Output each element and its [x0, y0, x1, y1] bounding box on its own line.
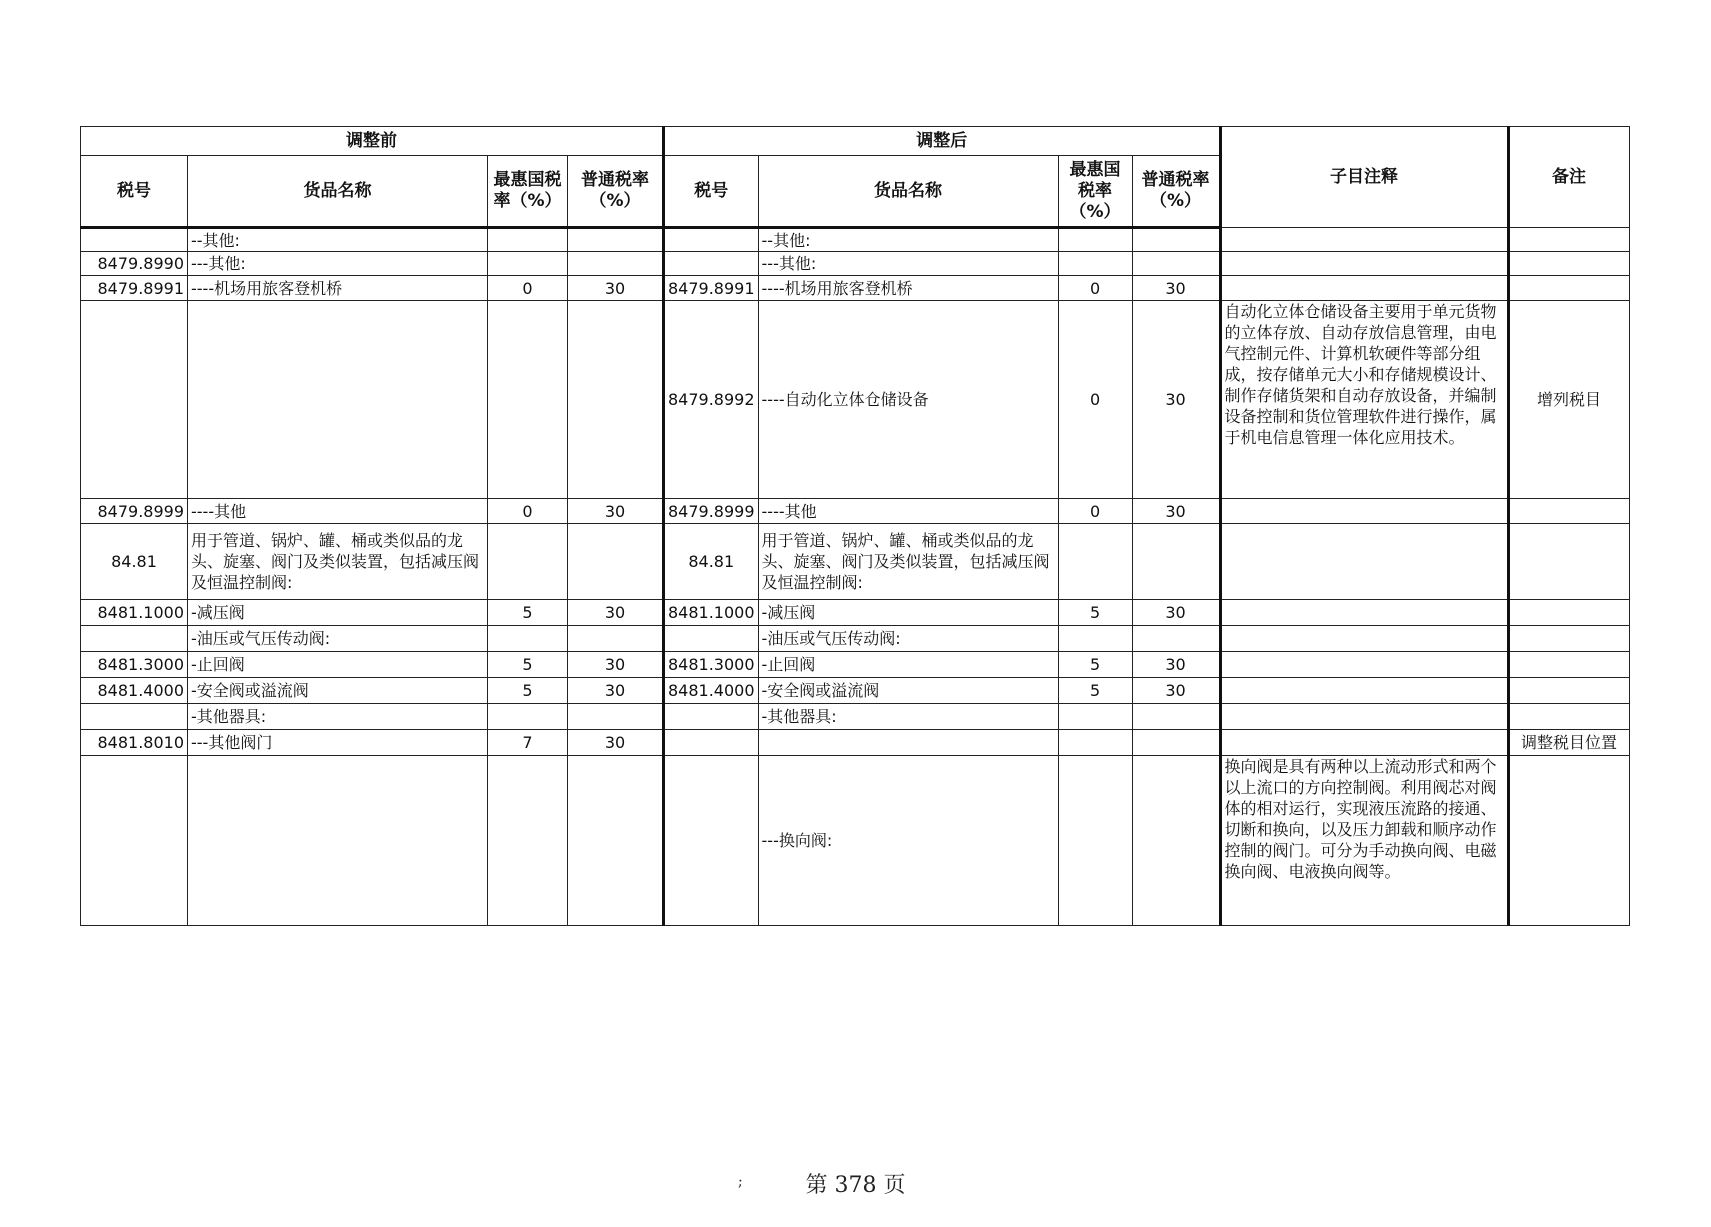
after-tax-code-header: 税号 [664, 156, 759, 228]
after-goods-name: -减压阀 [758, 600, 1058, 626]
after-general-rate: 30 [1132, 652, 1220, 678]
after-goods-name: 用于管道、锅炉、罐、桶或类似品的龙头、旋塞、阀门及类似装置，包括减压阀及恒温控制阀: [758, 524, 1058, 600]
before-goods-name [188, 301, 488, 499]
before-goods-name [188, 756, 488, 926]
after-mfn-rate: 5 [1058, 600, 1132, 626]
after-tax-code: 8479.8999 [664, 499, 759, 524]
table-row [81, 524, 1630, 600]
table-row [81, 730, 1630, 756]
before-general-rate: 30 [568, 499, 664, 524]
before-mfn-rate [488, 301, 568, 499]
after-mfn-rate [1058, 626, 1132, 652]
page-number: 第 378 页 [805, 1173, 906, 1198]
table-row [81, 756, 1630, 926]
before-general-rate-header: 普通税率（%） [568, 156, 664, 228]
table-row [81, 252, 1630, 276]
before-goods-name: -油压或气压传动阀: [188, 626, 488, 652]
subheading-note [1220, 730, 1508, 756]
after-goods-name: ----其他 [758, 499, 1058, 524]
before-mfn-rate [488, 704, 568, 730]
before-general-rate: 30 [568, 678, 664, 704]
table-row [81, 626, 1630, 652]
after-goods-name: -其他器具: [758, 704, 1058, 730]
after-mfn-rate [1058, 756, 1132, 926]
subheading-note: 自动化立体仓储设备主要用于单元货物的立体存放、自动存放信息管理，由电气控制元件、计算机软硬件等部分组成，按存储单元大小和存储规模设计、制作存储货架和自动存放设备，并编制设备控制和货位管理软件进行操作，属于机电信息管理一体化应用技术。 [1220, 301, 1508, 499]
subheading-note [1220, 652, 1508, 678]
remark [1508, 252, 1629, 276]
before-tax-code: 8481.8010 [81, 730, 188, 756]
before-goods-name: 用于管道、锅炉、罐、桶或类似品的龙头、旋塞、阀门及类似装置，包括减压阀及恒温控制阀: [188, 524, 488, 600]
before-general-rate [568, 626, 664, 652]
after-mfn-rate: 0 [1058, 301, 1132, 499]
remark [1508, 600, 1629, 626]
after-general-rate: 30 [1132, 600, 1220, 626]
after-tax-code [664, 704, 759, 730]
subheading-note [1220, 276, 1508, 301]
after-mfn-rate [1058, 524, 1132, 600]
before-tax-code [81, 704, 188, 730]
table-row [81, 704, 1630, 730]
before-general-rate [568, 704, 664, 730]
before-mfn-rate [488, 252, 568, 276]
after-tax-code [664, 756, 759, 926]
remark [1508, 678, 1629, 704]
subheading-note [1220, 252, 1508, 276]
after-tax-code: 8481.3000 [664, 652, 759, 678]
after-general-rate [1132, 252, 1220, 276]
after-tax-code: 8479.8992 [664, 301, 759, 499]
before-general-rate: 30 [568, 600, 664, 626]
after-goods-name-header: 货品名称 [758, 156, 1058, 228]
before-tax-code: 8479.8990 [81, 252, 188, 276]
before-tax-code: 8481.1000 [81, 600, 188, 626]
after-general-rate [1132, 524, 1220, 600]
before-mfn-rate: 5 [488, 652, 568, 678]
before-tax-code: 84.81 [81, 524, 188, 600]
after-goods-name: ----自动化立体仓储设备 [758, 301, 1058, 499]
before-goods-name: ---其他阀门 [188, 730, 488, 756]
subheading-note [1220, 228, 1508, 252]
after-goods-name: ----机场用旅客登机桥 [758, 276, 1058, 301]
before-mfn-rate: 5 [488, 678, 568, 704]
page-footer [0, 1168, 1711, 1199]
after-tax-code: 84.81 [664, 524, 759, 600]
table-row [81, 678, 1630, 704]
remark [1508, 704, 1629, 730]
table-row [81, 499, 1630, 524]
before-mfn-rate-header: 最惠国税率（%） [488, 156, 568, 228]
before-mfn-rate: 7 [488, 730, 568, 756]
after-tax-code [664, 626, 759, 652]
before-tax-code-header: 税号 [81, 156, 188, 228]
after-general-rate: 30 [1132, 301, 1220, 499]
tariff-adjustment-table [80, 126, 1630, 926]
after-mfn-rate [1058, 730, 1132, 756]
subheading-note [1220, 704, 1508, 730]
before-tax-code: 8479.8999 [81, 499, 188, 524]
before-tax-code [81, 301, 188, 499]
remark [1508, 626, 1629, 652]
before-tax-code: 8479.8991 [81, 276, 188, 301]
after-tax-code [664, 228, 759, 252]
remarks-header: 备注 [1508, 127, 1629, 228]
after-adjustment-header: 调整后 [664, 127, 1221, 156]
after-mfn-rate [1058, 704, 1132, 730]
after-goods-name: -止回阀 [758, 652, 1058, 678]
before-adjustment-header: 调整前 [81, 127, 664, 156]
after-tax-code [664, 730, 759, 756]
before-goods-name-header: 货品名称 [188, 156, 488, 228]
remark [1508, 756, 1629, 926]
remark: 增列税目 [1508, 301, 1629, 499]
before-general-rate: 30 [568, 276, 664, 301]
after-mfn-rate-header: 最惠国税率（%） [1058, 156, 1132, 228]
before-tax-code [81, 626, 188, 652]
footer-mark: ; [738, 1174, 743, 1190]
after-general-rate [1132, 756, 1220, 926]
before-goods-name: -安全阀或溢流阀 [188, 678, 488, 704]
before-general-rate [568, 301, 664, 499]
after-goods-name: ---换向阀: [758, 756, 1058, 926]
before-goods-name: ----机场用旅客登机桥 [188, 276, 488, 301]
after-tax-code [664, 252, 759, 276]
after-mfn-rate: 5 [1058, 678, 1132, 704]
after-general-rate-header: 普通税率（%） [1132, 156, 1220, 228]
before-general-rate: 30 [568, 652, 664, 678]
before-general-rate [568, 228, 664, 252]
subheading-note [1220, 524, 1508, 600]
before-tax-code [81, 228, 188, 252]
before-mfn-rate: 0 [488, 499, 568, 524]
table-row [81, 301, 1630, 499]
subheading-note [1220, 626, 1508, 652]
before-goods-name: -止回阀 [188, 652, 488, 678]
remark [1508, 524, 1629, 600]
table-row [81, 652, 1630, 678]
before-general-rate [568, 756, 664, 926]
before-mfn-rate [488, 626, 568, 652]
after-goods-name: ---其他: [758, 252, 1058, 276]
table-row [81, 228, 1630, 252]
after-goods-name: -安全阀或溢流阀 [758, 678, 1058, 704]
subheading-note [1220, 499, 1508, 524]
before-goods-name: -其他器具: [188, 704, 488, 730]
before-general-rate: 30 [568, 730, 664, 756]
before-goods-name: ----其他 [188, 499, 488, 524]
table-row [81, 600, 1630, 626]
table-row [81, 276, 1630, 301]
before-mfn-rate: 0 [488, 276, 568, 301]
remark [1508, 228, 1629, 252]
after-general-rate [1132, 626, 1220, 652]
remark [1508, 499, 1629, 524]
after-general-rate [1132, 228, 1220, 252]
after-tax-code: 8479.8991 [664, 276, 759, 301]
remark [1508, 652, 1629, 678]
after-general-rate: 30 [1132, 499, 1220, 524]
after-general-rate: 30 [1132, 678, 1220, 704]
before-mfn-rate [488, 756, 568, 926]
remark: 调整税目位置 [1508, 730, 1629, 756]
subheading-note-header: 子目注释 [1220, 127, 1508, 228]
before-general-rate [568, 252, 664, 276]
before-goods-name: ---其他: [188, 252, 488, 276]
after-mfn-rate [1058, 228, 1132, 252]
before-tax-code: 8481.3000 [81, 652, 188, 678]
after-tax-code: 8481.4000 [664, 678, 759, 704]
after-general-rate: 30 [1132, 276, 1220, 301]
after-tax-code: 8481.1000 [664, 600, 759, 626]
before-goods-name: -减压阀 [188, 600, 488, 626]
after-general-rate [1132, 704, 1220, 730]
before-goods-name: --其他: [188, 228, 488, 252]
before-general-rate [568, 524, 664, 600]
remark [1508, 276, 1629, 301]
after-goods-name: -油压或气压传动阀: [758, 626, 1058, 652]
before-mfn-rate [488, 228, 568, 252]
before-tax-code [81, 756, 188, 926]
after-mfn-rate [1058, 252, 1132, 276]
after-general-rate [1132, 730, 1220, 756]
before-mfn-rate [488, 524, 568, 600]
after-goods-name [758, 730, 1058, 756]
before-tax-code: 8481.4000 [81, 678, 188, 704]
subheading-note [1220, 678, 1508, 704]
after-goods-name: --其他: [758, 228, 1058, 252]
subheading-note [1220, 600, 1508, 626]
after-mfn-rate: 0 [1058, 499, 1132, 524]
after-mfn-rate: 5 [1058, 652, 1132, 678]
after-mfn-rate: 0 [1058, 276, 1132, 301]
subheading-note: 换向阀是具有两种以上流动形式和两个以上流口的方向控制阀。利用阀芯对阀体的相对运行，实现液压流路的接通、切断和换向，以及压力卸载和顺序动作控制的阀门。可分为手动换向阀、电磁换向阀、电液换向阀等。 [1220, 756, 1508, 926]
before-mfn-rate: 5 [488, 600, 568, 626]
